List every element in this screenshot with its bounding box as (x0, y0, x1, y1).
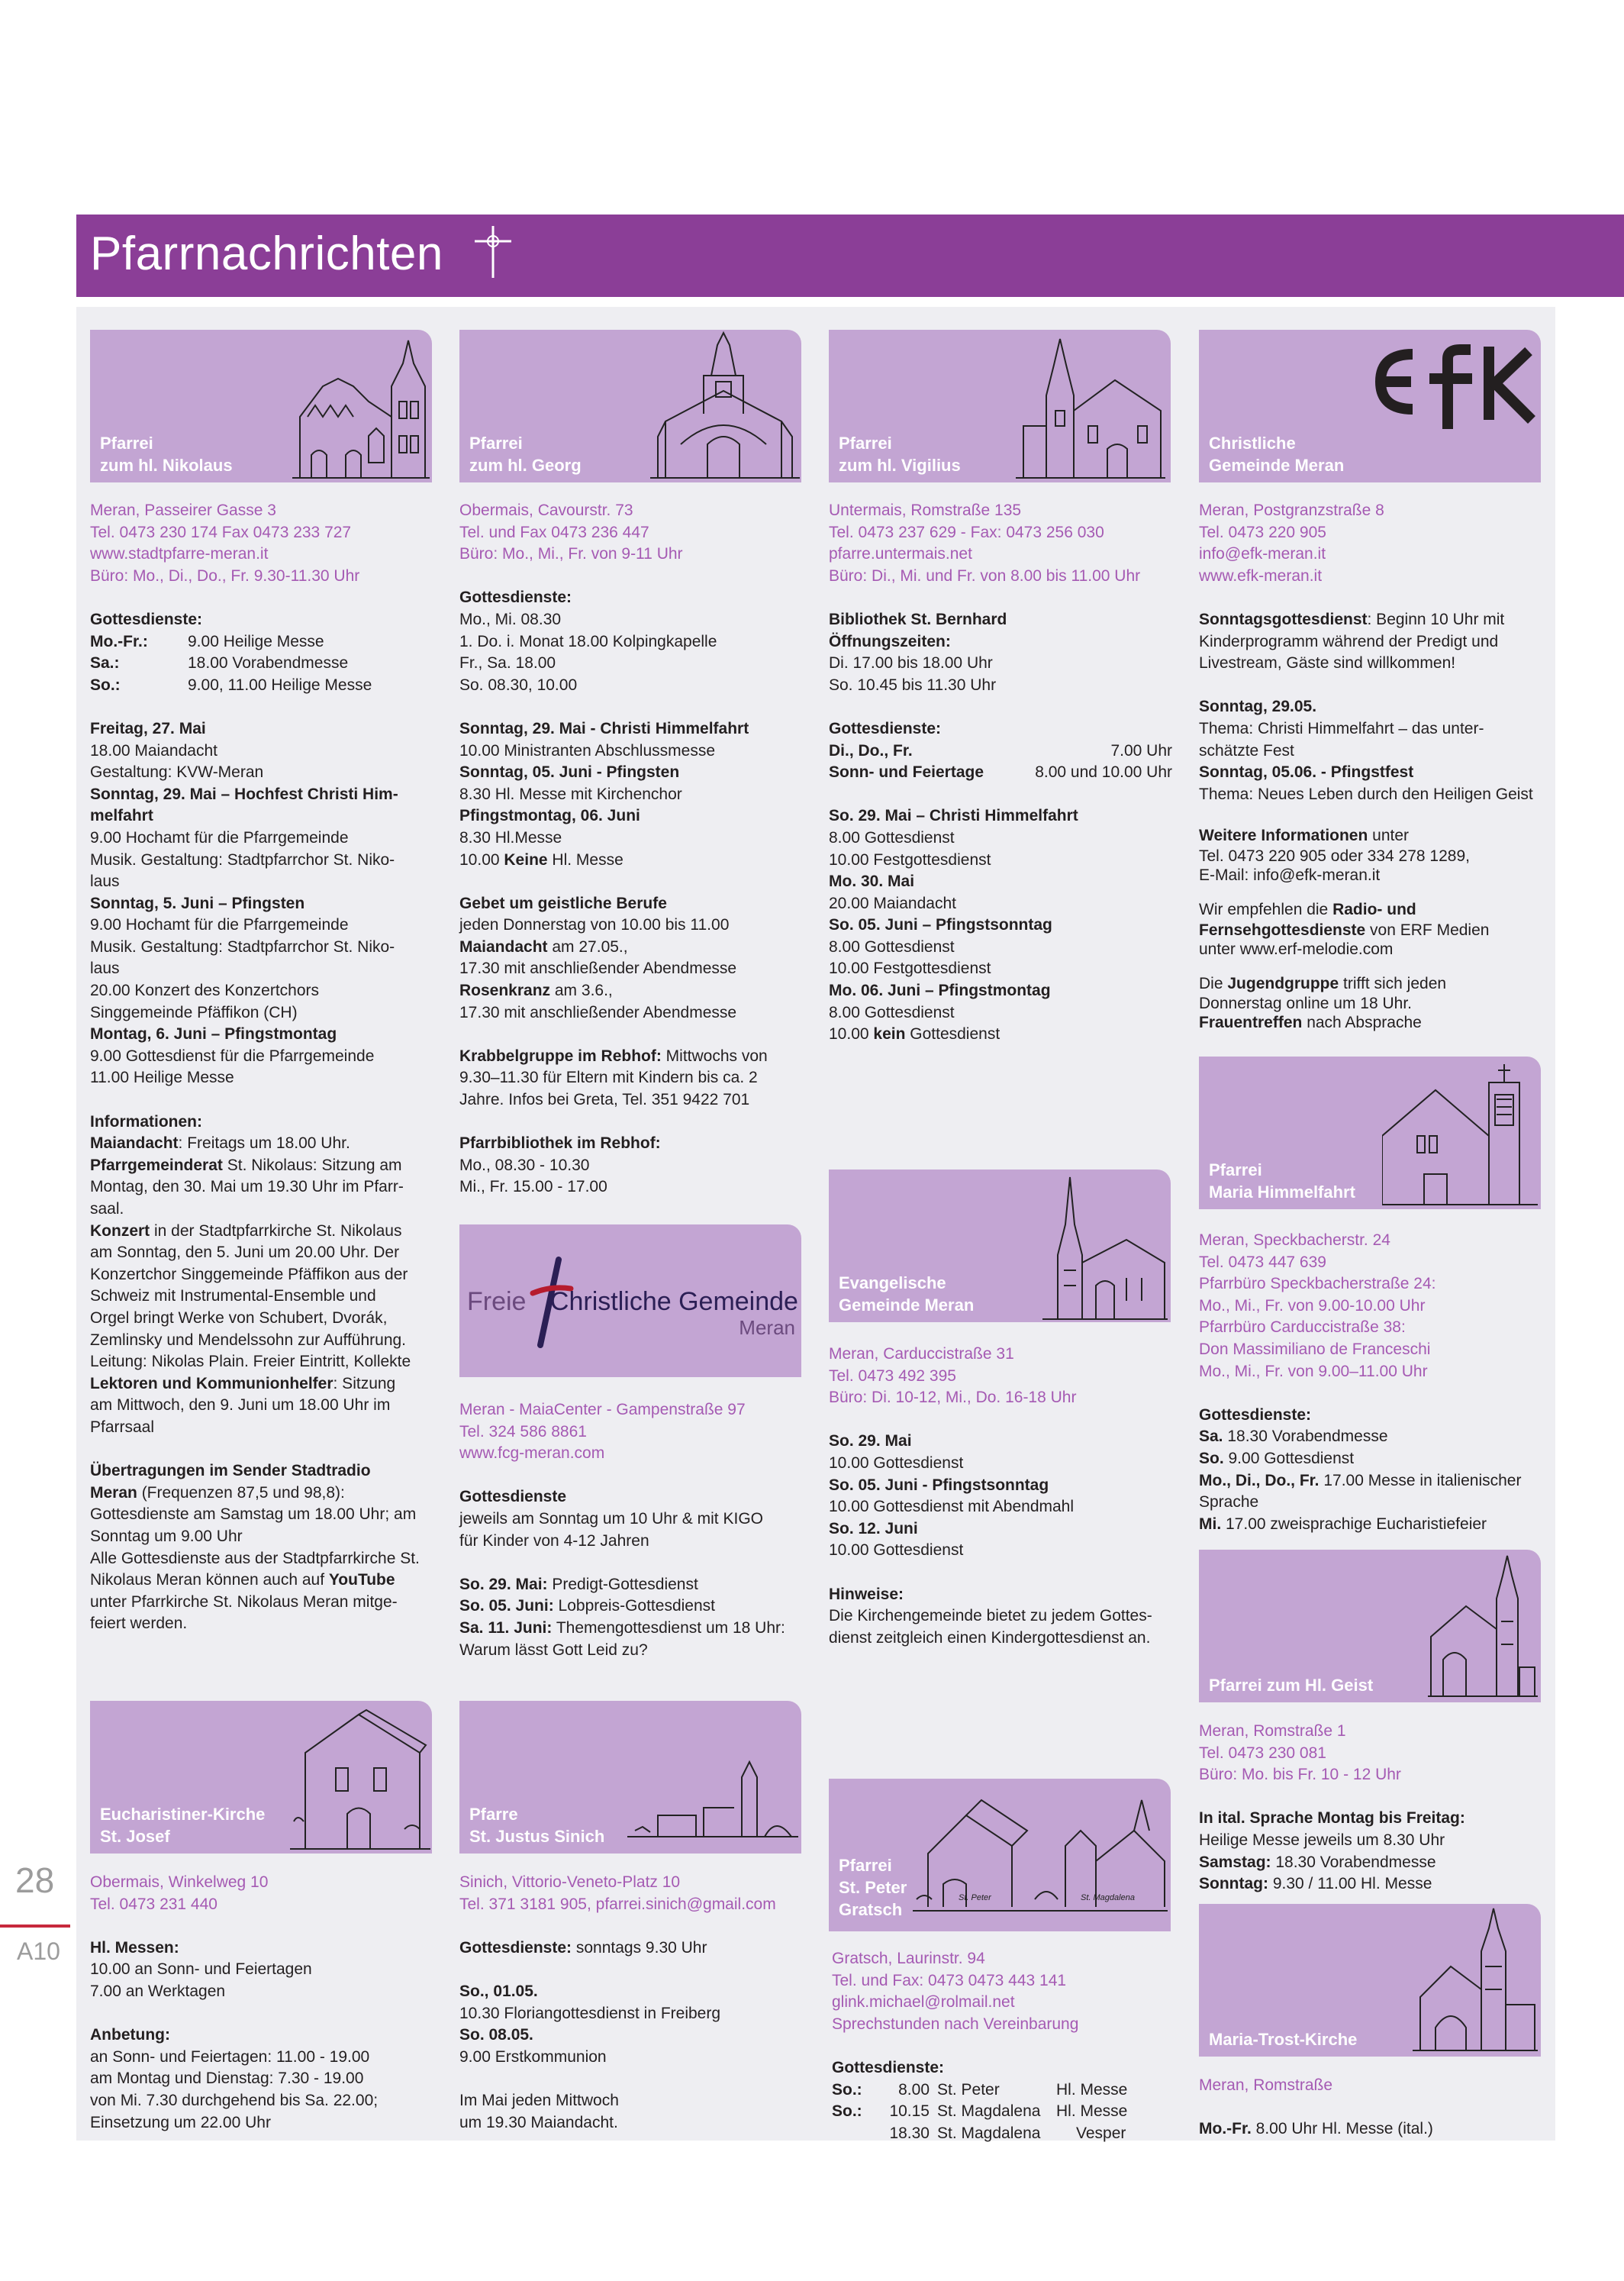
josef-text (90, 1872, 433, 2134)
notes-line: dienst zeitgleich einen Kindergottesdienst an. (829, 1628, 1151, 1647)
radio-line: Nikolaus Meran können auch auf YouTube (90, 1571, 395, 1589)
header-line-2: Gemeinde Meran (839, 1295, 975, 1315)
event-line: 18.00 Maiandacht (90, 741, 218, 760)
church-geist-illustration (1428, 1553, 1538, 1698)
trost-text (1199, 2075, 1542, 2141)
event-line: Sa. 11. Juni: Themengottesdienst um 18 Uhr: (459, 1618, 785, 1637)
event-date: Sonntag, 29.05. (1199, 698, 1317, 716)
phone: Tel. 0473 231 440 (90, 1895, 218, 1913)
event-line: 8.00 Gottesdienst (829, 1003, 955, 1021)
evang-text (829, 1344, 1172, 1649)
nikolaus-text (90, 500, 433, 1635)
info-line: am Mittwoch, den 9. Juni um 18.00 Uhr im (90, 1396, 391, 1415)
page-title: Pfarrnachrichten (90, 227, 443, 280)
header-line-1: Pfarrei (100, 434, 153, 453)
library-line: Mi., Fr. 15.00 - 17.00 (459, 1178, 607, 1196)
church-georg-illustration (650, 330, 800, 479)
email-link[interactable]: info@efk-meran.it (1199, 545, 1326, 563)
event-line: 10.00 Festgottesdienst (829, 850, 991, 869)
office-hours: Büro: Mo. bis Fr. 10 - 12 Uhr (1199, 1766, 1401, 1784)
service-line: Mo., Di., Do., Fr. 17.00 Messe in italienischer (1199, 1471, 1522, 1489)
event-date: So., 01.05. (459, 1982, 538, 2000)
header-pfarrei-vigilius (829, 330, 1171, 482)
youth-line: Die Jugendgruppe trifft sich jeden (1199, 974, 1447, 992)
event-line: laus (90, 873, 120, 891)
event-line: 20.00 Maiandacht (829, 894, 956, 912)
church-evangelisch-illustration (1042, 1171, 1168, 1321)
phone: Tel. 0473 492 395 (829, 1366, 956, 1385)
event-line: 8.00 Gottesdienst (829, 828, 955, 847)
header-line-1: Evangelische (839, 1273, 946, 1292)
header-hl-geist (1199, 1550, 1541, 1702)
radio-line: Meran (Frequenzen 87,5 und 98,8): (90, 1483, 345, 1502)
radio-line: unter Pfarrkirche St. Nikolaus Meran mitge- (90, 1592, 398, 1611)
address: Obermais, Winkelweg 10 (90, 1873, 269, 1891)
radio-line: Gottesdienste am Samstag um 18.00 Uhr; am (90, 1505, 417, 1524)
event-date: Sonntag, 05.06. - Pfingstfest (1199, 763, 1414, 782)
service-row: Sonn- und Feiertage 8.00 und 10.00 Uhr (829, 763, 1172, 782)
service-line: Livestream, Gäste sind willkommen! (1199, 654, 1456, 673)
header-pfarrei-georg (459, 330, 801, 482)
service-row: Sa.: 18.00 Vorabendmesse (90, 654, 349, 673)
event-line: Gestaltung: KVW-Meran (90, 763, 264, 782)
event-line: 20.00 Konzert des Konzertchors (90, 982, 320, 1000)
service-line: Mo., Mi. 08.30 (459, 610, 562, 628)
event-line: schätzte Fest (1199, 741, 1294, 760)
header-st-josef (90, 1701, 432, 1854)
info-line: Pfarrgemeinderat St. Nikolaus: Sitzung am (90, 1156, 402, 1174)
prayer-line: 17.30 mit anschließender Abendmesse (459, 960, 737, 978)
page-number: 28 (15, 1860, 55, 1900)
radio-line: Sonntag um 9.00 Uhr (90, 1527, 243, 1545)
event-date: So. 29. Mai (829, 1432, 912, 1450)
cross-icon (472, 224, 514, 279)
address: Sinich, Vittorio-Veneto-Platz 10 (459, 1873, 681, 1891)
header-line-1: Pfarrei (1209, 1160, 1262, 1179)
event-date: Montag, 6. Juni – Pfingstmontag (90, 1025, 337, 1044)
phone: Tel. 371 3181 905, pfarrei.sinich@gmail.com (459, 1895, 776, 1913)
library-line: Mo., 08.30 - 10.30 (459, 1156, 590, 1174)
event-line: Thema: Christi Himmelfahrt – das unter- (1199, 719, 1484, 737)
phone: Tel. 0473 447 639 (1199, 1253, 1326, 1271)
library-hours-heading: Öffnungszeiten: (829, 632, 951, 650)
services-heading: Gottesdienste: (459, 589, 572, 607)
service-line: Samstag: 18.30 Vorabendmesse (1199, 1853, 1436, 1871)
service-line: jeweils am Sonntag um 10 Uhr & mit KIGO (459, 1509, 763, 1528)
himmelfahrt-text (1199, 1230, 1542, 1535)
info-line: Zemlinsky und Mendelssohn zur Aufführung. (90, 1331, 407, 1349)
address: Meran, Carduccistraße 31 (829, 1345, 1014, 1363)
radio-heading: Übertragungen im Sender Stadtradio (90, 1462, 371, 1480)
header-line-1: Pfarre (469, 1805, 518, 1824)
mass-line: 10.00 an Sonn- und Feiertagen (90, 1960, 312, 1979)
service-row: So.: 9.00, 11.00 Heilige Messe (90, 676, 372, 694)
prayer-line: Rosenkranz am 3.6., (459, 982, 613, 1000)
header-line-1: Pfarrei (469, 434, 523, 453)
office-hours: Büro: Mo., Mi., Fr. von 9-11 Uhr (459, 545, 683, 563)
event-line: 9.00 Erstkommunion (459, 2047, 607, 2066)
info-line: Leitung: Nikolas Plain. Freier Eintritt, Kollekte (90, 1353, 411, 1371)
italian-heading: In ital. Sprache Montag bis Freitag: (1199, 1809, 1465, 1828)
prayer-line: jeden Donnerstag von 10.00 bis 11.00 (459, 916, 730, 934)
event-line: So. 29. Mai: Predigt-Gottesdienst (459, 1575, 698, 1593)
office-hours: Büro: Di. 10-12, Mi., Do. 16-18 Uhr (829, 1389, 1077, 1407)
event-line: laus (90, 960, 120, 978)
website-link[interactable]: pfarre.untermais.net (829, 545, 972, 563)
event-date: So. 05. Juni – Pfingstsonntag (829, 916, 1052, 934)
event-date: Sonntag, 05. Juni - Pfingsten (459, 763, 680, 782)
service-line: Mi. 17.00 zweisprachige Eucharistiefeier (1199, 1515, 1487, 1533)
church-himmelfahrt-illustration (1382, 1060, 1538, 1206)
header-line-2: Maria Himmelfahrt (1209, 1182, 1355, 1202)
event-line: 10.30 Floriangottesdienst in Freiberg (459, 2004, 721, 2022)
service-line: So. 9.00 Gottesdienst (1199, 1449, 1355, 1467)
service-row: 18.30 St. Magdalena Vesper (889, 2124, 1126, 2142)
may-line: Im Mai jeden Mittwoch (459, 2091, 619, 2109)
service-line: Sa. 18.30 Vorabendmesse (1199, 1428, 1388, 1446)
header-line-1: Maria-Trost-Kirche (1209, 2030, 1358, 2049)
vigilius-text (829, 500, 1172, 1046)
info-heading: Informationen: (90, 1112, 202, 1131)
georg-text (459, 500, 803, 1199)
services-heading: Gottesdienste (459, 1488, 567, 1506)
church-vigilius-illustration (1016, 334, 1165, 479)
sketch-label-st-magdalena: St. Magdalena (1081, 1893, 1135, 1902)
info-line: Schweiz mit Instrumental-Ensemble und (90, 1287, 376, 1305)
service-line: 1. Do. i. Monat 18.00 Kolpingkapelle (459, 632, 717, 650)
event-line: 10.00 Gottesdienst mit Abendmahl (829, 1498, 1075, 1516)
info-line: Montag, den 30. Mai um 19.30 Uhr im Pfarr- (90, 1178, 404, 1196)
header-line-2: St. Josef (100, 1827, 170, 1846)
event-line: Musik. Gestaltung: Stadtpfarrchor St. Niko- (90, 937, 395, 956)
header-line-1: Pfarrei (839, 434, 892, 453)
services-line: Gottesdienste: sonntags 9.30 Uhr (459, 1938, 707, 1957)
address: Meran, Postgranzstraße 8 (1199, 502, 1384, 519)
website-link[interactable]: www.stadtpfarre-meran.it (90, 545, 269, 563)
phone: Tel. 0473 220 905 (1199, 523, 1326, 541)
info-line: Orgel bringt Werke von Schubert, Dvorák, (90, 1308, 388, 1327)
event-line: 8.30 Hl.Messe (459, 828, 562, 847)
event-date: So. 12. Juni (829, 1519, 918, 1537)
service-line: Mo.-Fr. 8.00 Uhr Hl. Messe (ital.) (1199, 2120, 1433, 2138)
service-row: So.: 10.15 St. Magdalena Hl. Messe (832, 2102, 1128, 2121)
event-line: 8.00 Gottesdienst (829, 937, 955, 956)
info-line: Konzertchor Singgemeinde Pfäffikon aus der (90, 1265, 408, 1283)
service-row: So.: 8.00 St. Peter Hl. Messe (832, 2080, 1128, 2099)
library-line: So. 10.45 bis 11.30 Uhr (829, 676, 997, 694)
consultation-hours: Sprechstunden nach Vereinbarung (832, 2015, 1079, 2033)
church-justus-illustration (627, 1739, 798, 1838)
phone: Tel. und Fax 0473 236 447 (459, 523, 649, 541)
address: Untermais, Romstraße 135 (829, 502, 1022, 519)
service-row: Di., Do., Fr. 7.00 Uhr (829, 741, 1172, 760)
event-line: 10.00 Keine Hl. Messe (459, 850, 624, 869)
event-line: Musik. Gestaltung: Stadtpfarrchor St. Niko- (90, 850, 395, 869)
services-heading: Gottesdienste: (90, 610, 203, 628)
service-line: Sonntagsgottesdienst: Beginn 10 Uhr mit (1199, 610, 1505, 628)
women-line: Frauentreffen nach Absprache (1199, 1014, 1422, 1032)
event-line: 10.00 Gottesdienst (829, 1453, 964, 1472)
event-date: So. 29. Mai – Christi Himmelfahrt (829, 807, 1078, 825)
header-line-2: zum hl. Vigilius (839, 456, 961, 475)
adoration-line: an Sonn- und Feiertagen: 11.00 - 19.00 (90, 2047, 370, 2066)
service-line: Sprache (1199, 1493, 1259, 1512)
header-line-2: St. Justus Sinich (469, 1827, 605, 1846)
service-line: So. 08.30, 10.00 (459, 676, 578, 694)
header-line-1: Eucharistiner-Kirche (100, 1805, 266, 1824)
office-hours: Büro: Di., Mi. und Fr. von 8.00 bis 11.00 Uhr (829, 566, 1141, 585)
website-link[interactable]: www.efk-meran.it (1199, 566, 1323, 585)
office-line: Don Massimiliano de Franceschi (1199, 1340, 1431, 1358)
services-heading: Gottesdienste: (832, 2058, 945, 2076)
info-line: Konzert in der Stadtpfarrkirche St. Nikolaus (90, 1221, 402, 1240)
prayer-line: 17.30 mit anschließender Abendmesse (459, 1003, 737, 1021)
churches-sketch-illustration (913, 1785, 1168, 1925)
justus-text (459, 1872, 803, 2134)
event-date: So. 05. Juni - Pfingstsonntag (829, 1476, 1049, 1494)
phone: Tel. 0473 237 629 - Fax: 0473 256 030 (829, 523, 1104, 541)
header-evangelische-gemeinde (829, 1170, 1171, 1322)
phone: Tel. 0473 230 174 Fax 0473 233 727 (90, 523, 352, 541)
event-line: So. 05. Juni: Lobpreis-Gottesdienst (459, 1597, 715, 1615)
radio-line: feiert werden. (90, 1615, 188, 1633)
more-info: Weitere Informationen unter (1199, 827, 1410, 845)
youth-line: Donnerstag online um 18 Uhr. (1199, 995, 1412, 1013)
peter-text (832, 1948, 1175, 2144)
header-pfarrei-nikolaus (90, 330, 432, 482)
event-date: Mo. 30. Mai (829, 873, 915, 891)
event-line: 11.00 Heilige Messe (90, 1069, 234, 1087)
adoration-line: Einsetzung um 22.00 Uhr (90, 2113, 271, 2131)
info-line: Lektoren und Kommunionhelfer: Sitzung (90, 1374, 396, 1392)
radio-line: unter www.erf-melodie.com (1199, 940, 1394, 958)
address: Meran, Passeirer Gasse 3 (90, 502, 276, 519)
header-line-2: Gemeinde Meran (1209, 456, 1345, 475)
efk-logo (1365, 344, 1536, 429)
event-line: 9.00 Hochamt für die Pfarrgemeinde (90, 916, 349, 934)
page-section: A10 (17, 1937, 60, 1965)
prayer-heading: Gebet um geistliche Berufe (459, 894, 667, 912)
may-line: um 19.30 Maiandacht. (459, 2113, 618, 2131)
info-line: Pfarrsaal (90, 1418, 155, 1436)
toddler-line: Jahre. Infos bei Greta, Tel. 351 9422 701 (459, 1091, 750, 1109)
event-date: Sonntag, 29. Mai – Hochfest Christi Him- (90, 785, 398, 803)
church-nikolaus-illustration (292, 333, 430, 479)
event-date: Sonntag, 5. Juni – Pfingsten (90, 894, 305, 912)
sketch-label-st-peter: St. Peter (959, 1893, 991, 1902)
service-line: für Kinder von 4-12 Jahren (459, 1531, 649, 1550)
office-hours: Büro: Mo., Di., Do., Fr. 9.30-11.30 Uhr (90, 566, 360, 585)
header-line-1: Pfarrei (839, 1856, 892, 1875)
header-st-peter-gratsch (829, 1779, 1171, 1931)
adoration-line: am Montag und Dienstag: 7.30 - 19.00 (90, 2070, 364, 2088)
info-line: Maiandacht: Freitags um 18.00 Uhr. (90, 1134, 350, 1153)
event-date: melfahrt (90, 807, 153, 825)
radio-line: Alle Gottesdienste aus der Stadtpfarrkirche St. (90, 1549, 420, 1567)
header-fcg-logo (459, 1224, 801, 1377)
notes-line: Die Kirchengemeinde bietet zu jedem Gottes- (829, 1607, 1152, 1625)
office-line: Mo., Mi., Fr. von 9.00-10.00 Uhr (1199, 1296, 1426, 1315)
header-st-justus (459, 1701, 801, 1854)
event-date: Freitag, 27. Mai (90, 719, 206, 737)
address: Meran - MaiaCenter - Gampenstraße 97 (459, 1401, 746, 1418)
prayer-line: Maiandacht am 27.05., (459, 937, 628, 956)
event-date: Sonntag, 29. Mai - Christi Himmelfahrt (459, 719, 749, 737)
address: Gratsch, Laurinstr. 94 (832, 1950, 985, 1967)
phone: Tel. 324 586 8861 (459, 1422, 587, 1441)
library-line: Di. 17.00 bis 18.00 Uhr (829, 654, 993, 673)
address: Meran, Romstraße (1199, 2076, 1333, 2094)
service-row: Mo.-Fr.: 9.00 Heilige Messe (90, 632, 324, 650)
fcg-logo-meran: Meran (739, 1316, 795, 1339)
header-line-2: zum hl. Nikolaus (100, 456, 233, 475)
address: Obermais, Cavourstr. 73 (459, 502, 633, 519)
library-heading: Bibliothek St. Bernhard (829, 610, 1007, 628)
website-link[interactable]: www.fcg-meran.com (459, 1444, 605, 1463)
event-line: 10.00 Festgottesdienst (829, 960, 991, 978)
header-maria-himmelfahrt (1199, 1057, 1541, 1209)
fcg-text (459, 1399, 803, 1661)
office-line: Pfarrbüro Speckbacherstraße 24: (1199, 1275, 1436, 1293)
event-line: 8.30 Hl. Messe mit Kirchenchor (459, 785, 682, 803)
masses-heading: Hl. Messen: (90, 1938, 179, 1957)
radio-line: Wir empfehlen die Radio- und (1199, 900, 1416, 918)
notes-heading: Hinweise: (829, 1585, 904, 1603)
more-info-line: E-Mail: info@efk-meran.it (1199, 866, 1381, 884)
radio-line: Fernsehgottesdienste von ERF Medien (1199, 921, 1490, 939)
church-josef-illustration (290, 1707, 430, 1850)
event-line: 10.00 kein Gottesdienst (829, 1025, 1000, 1044)
address: Meran, Romstraße 1 (1199, 1722, 1346, 1740)
email-link[interactable]: glink.michael@rolmail.net (832, 1993, 1015, 2012)
adoration-line: von Mi. 7.30 durchgehend bis Sa. 22.00; (90, 2091, 379, 2109)
event-line: 10.00 Ministranten Abschlussmesse (459, 741, 716, 760)
event-line: Warum lässt Gott Leid zu? (459, 1641, 648, 1659)
mass-line: 7.00 an Werktagen (90, 1982, 226, 2000)
office-line: Mo., Mi., Fr. von 9.00–11.00 Uhr (1199, 1362, 1428, 1380)
phone: Tel. und Fax: 0473 0473 443 141 (832, 1971, 1067, 1989)
info-line: am Sonntag, den 5. Juni um 20.00 Uhr. Der (90, 1244, 400, 1262)
toddler-group: Krabbelgruppe im Rebhof: Mittwochs von (459, 1047, 768, 1065)
header-line-3: Gratsch (839, 1900, 903, 1919)
page-number-rule (0, 1924, 70, 1928)
church-trost-illustration (1413, 1905, 1538, 2054)
header-line-2: St. Peter (839, 1878, 907, 1897)
event-date: Mo. 06. Juni – Pfingstmontag (829, 982, 1051, 1000)
header-maria-trost (1199, 1904, 1541, 2057)
service-line: Sonntag: 9.30 / 11.00 Hl. Messe (1199, 1875, 1432, 1893)
event-line: 9.00 Hochamt für die Pfarrgemeinde (90, 828, 349, 847)
event-date: Pfingstmontag, 06. Juni (459, 807, 640, 825)
event-line: 10.00 Gottesdienst (829, 1541, 964, 1560)
phone: Tel. 0473 230 081 (1199, 1744, 1326, 1762)
service-line: Heilige Messe jeweils um 8.30 Uhr (1199, 1831, 1445, 1849)
efk-text (1199, 500, 1542, 1033)
adoration-heading: Anbetung: (90, 2026, 170, 2044)
geist-text (1199, 1721, 1542, 1895)
event-line: Thema: Neues Leben durch den Heiligen Geist (1199, 785, 1533, 803)
header-christliche-gemeinde (1199, 330, 1541, 482)
header-line-2: zum hl. Georg (469, 456, 582, 475)
header-line-1: Christliche (1209, 434, 1296, 453)
more-info-line: Tel. 0473 220 905 oder 334 278 1289, (1199, 847, 1470, 865)
header-line-1: Pfarrei zum Hl. Geist (1209, 1676, 1374, 1695)
event-line: Singgemeinde Pfäffikon (CH) (90, 1003, 298, 1021)
event-line: 9.00 Gottesdienst für die Pfarrgemeinde (90, 1047, 375, 1065)
service-line: Fr., Sa. 18.00 (459, 654, 556, 673)
event-date: So. 08.05. (459, 2026, 533, 2044)
services-heading: Gottesdienste: (1199, 1405, 1312, 1424)
info-line: saal. (90, 1200, 124, 1218)
toddler-line: 9.30–11.30 für Eltern mit Kindern bis ca. 2 (459, 1069, 758, 1087)
library-heading: Pfarrbibliothek im Rebhof: (459, 1134, 661, 1153)
office-line: Pfarrbüro Carduccistraße 38: (1199, 1318, 1406, 1337)
service-line: Kinderprogramm während der Predigt und (1199, 632, 1499, 650)
fcg-logo-text: Freie Christliche Gemeinde (467, 1287, 798, 1316)
services-heading: Gottesdienste: (829, 719, 942, 737)
address: Meran, Speckbacherstr. 24 (1199, 1231, 1390, 1249)
